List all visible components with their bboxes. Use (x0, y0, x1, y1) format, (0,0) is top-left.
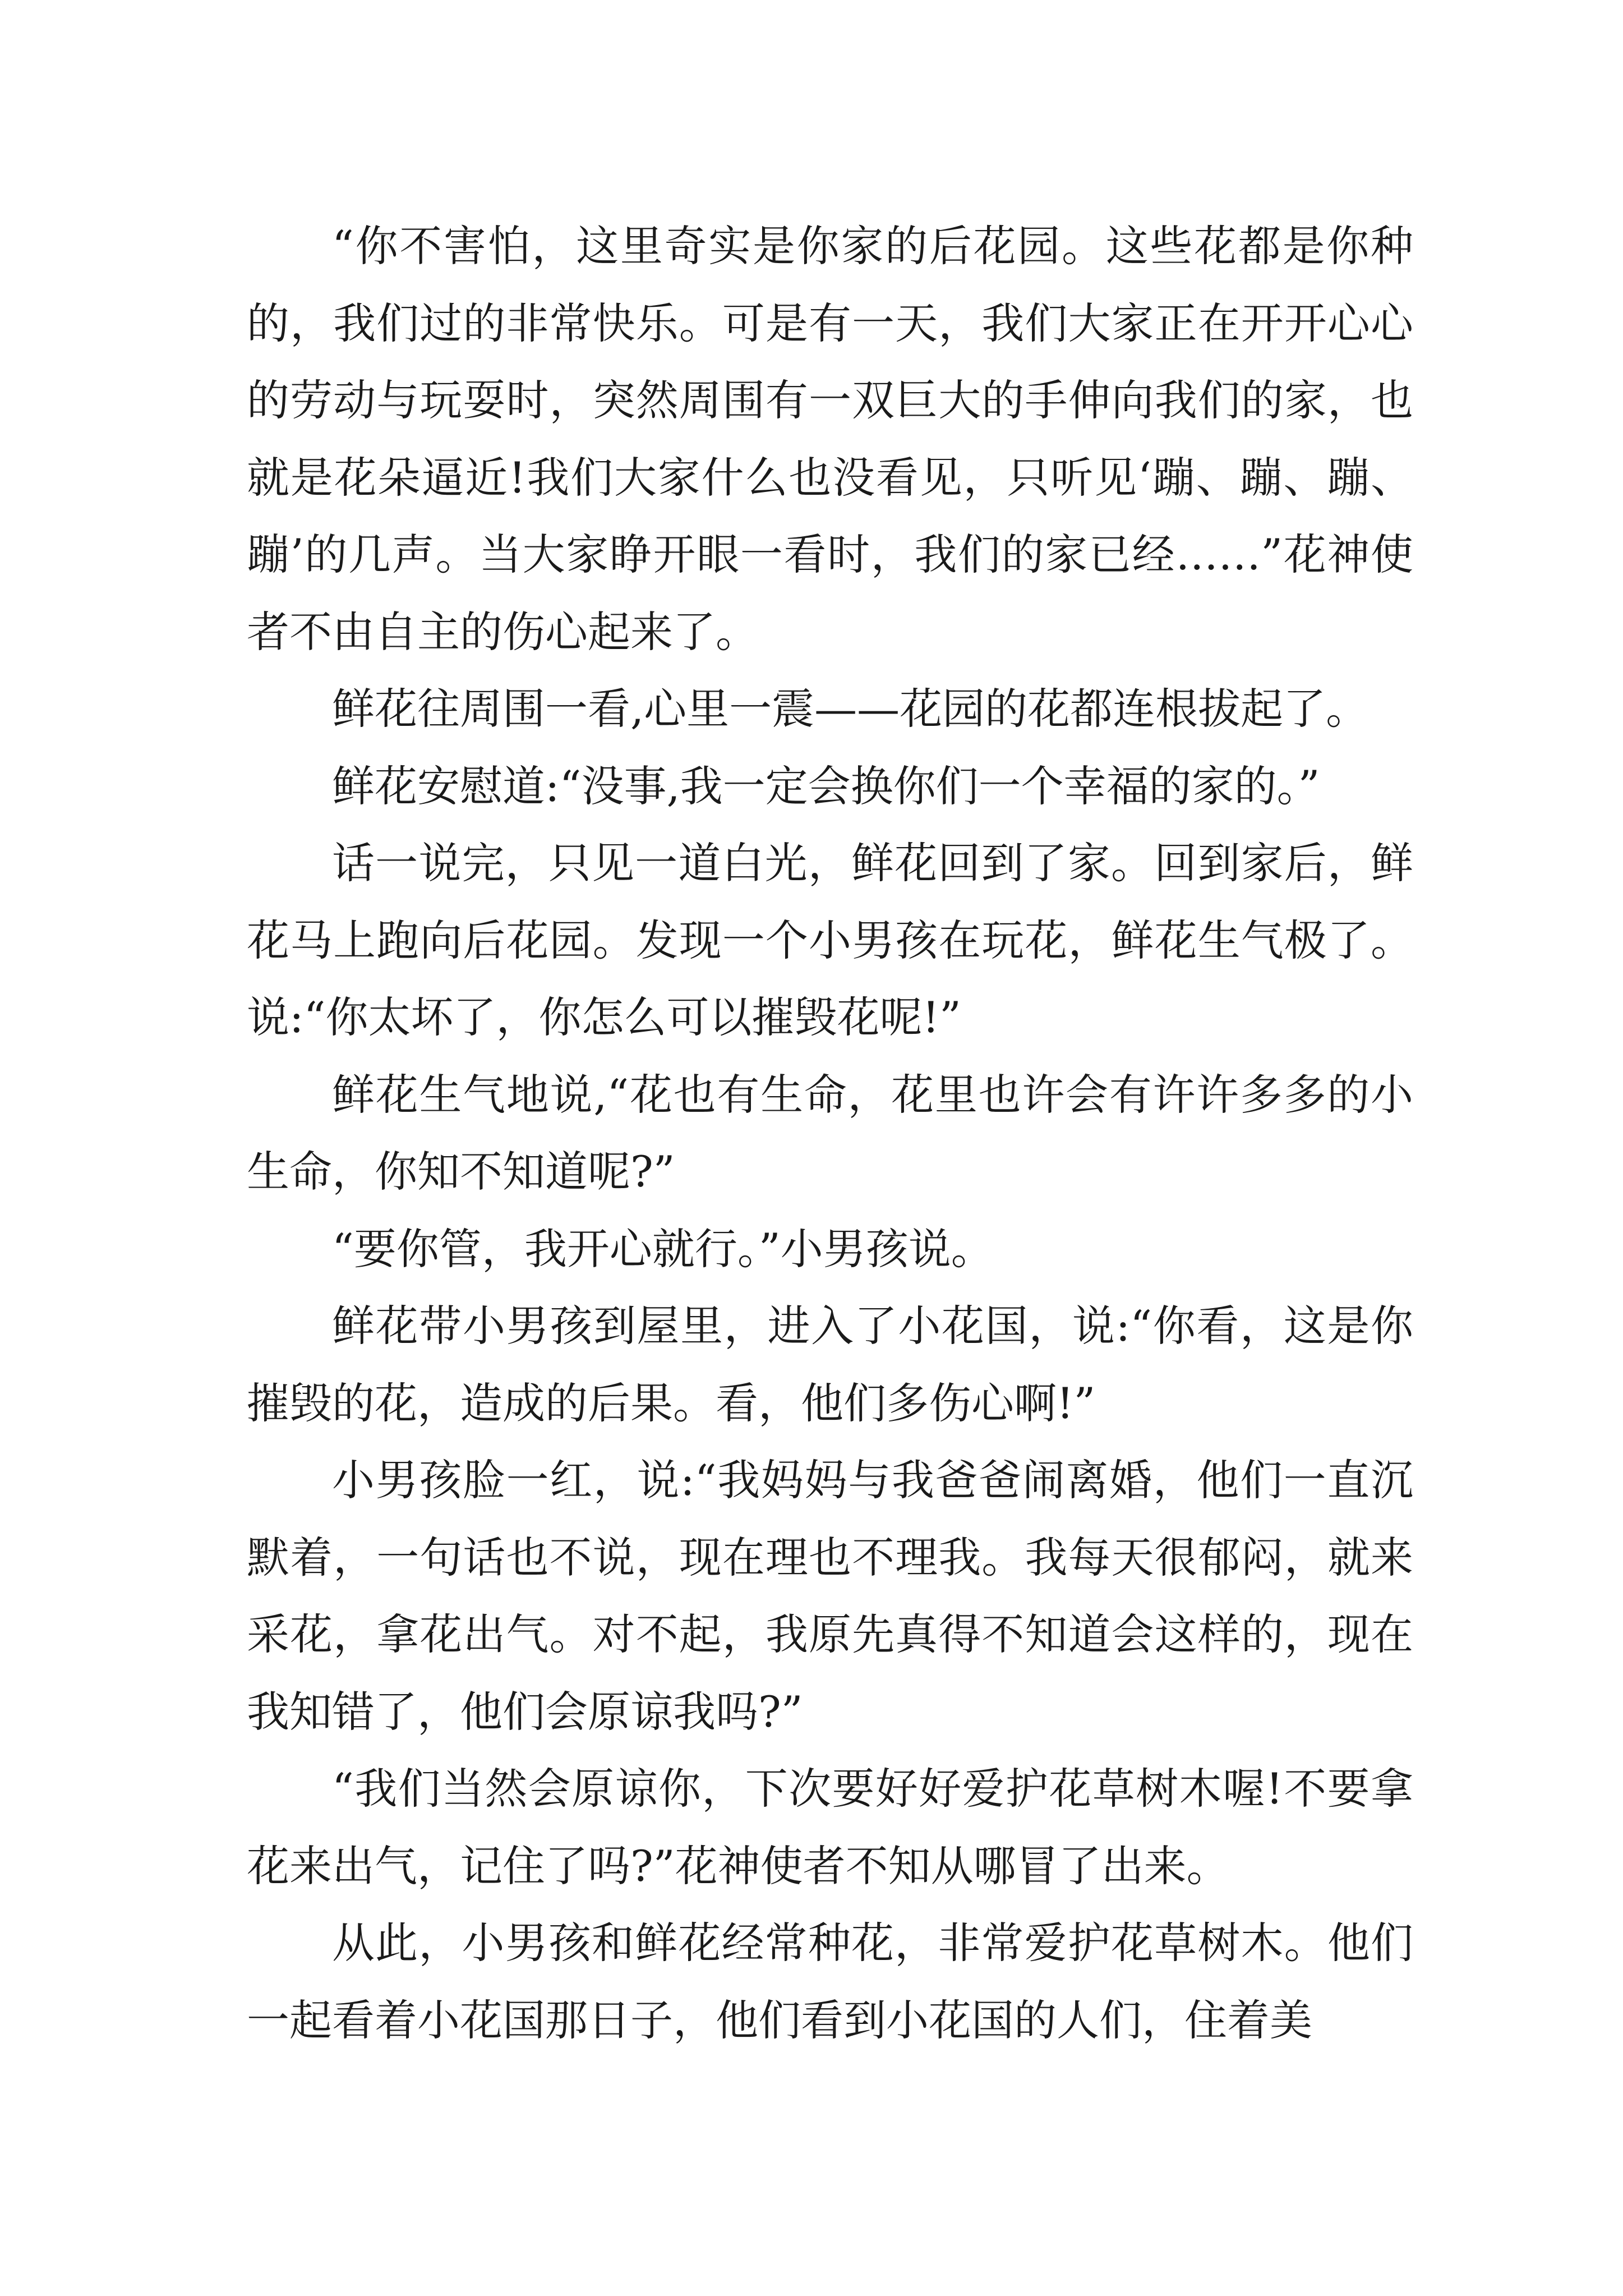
paragraph: “要你管，我开心就行。”小男孩说。 (332, 1223, 994, 1274)
paragraph: 小男孩脸一红，说:“我妈妈与我爸爸闹离婚，他们一直沉默着，一句话也不说，现在理也不理我。我每天很郁闷，就来采花，拿花出气。对不起，我原先真得不知道会这样的，现在我知错了，他们会原谅我吗?” (247, 1455, 1413, 1737)
document-body (247, 208, 1413, 2059)
paragraph: 鲜花带小男孩到屋里，进入了小花国，说:“你看，这是你摧毁的花，造成的后果。看，他们多伤心啊!” (247, 1301, 1413, 1428)
paragraph: 话一说完，只见一道白光，鲜花回到了家。回到家后，鲜花马上跑向后花园。发现一个小男孩在玩花，鲜花生气极了。说:“你太坏了，你怎么可以摧毁花呢!” (247, 838, 1413, 1042)
paragraph: 鲜花生气地说,“花也有生命，花里也许会有许许多多的小生命，你知不知道呢?” (247, 1069, 1413, 1197)
paragraph: 从此，小男孩和鲜花经常种花，非常爱护花草树木。他们一起看着小花国那日子，他们看到小花国的人们，住着美 (247, 1918, 1413, 2045)
paragraph: “你不害怕，这里奇实是你家的后花园。这些花都是你种的，我们过的非常快乐。可是有一天，我们大家正在开开心心的劳动与玩耍时，突然周围有一双巨大的手伸向我们的家，也就是花朵逼近!我们大家什么也没看见，只听见‘蹦、蹦、蹦、蹦’的几声。当大家睁开眼一看时，我们的家已经……”花神使者不由自主的伤心起来了。 (247, 221, 1413, 657)
paragraph: 鲜花往周围一看,心里一震——花园的花都连根拔起了。 (332, 684, 1369, 734)
paragraph: 鲜花安慰道:“没事,我一定会换你们一个幸福的家的。” (332, 761, 1320, 811)
paragraph: “我们当然会原谅你，下次要好好爱护花草树木喔!不要拿花来出气，记住了吗?”花神使者不知从哪冒了出来。 (247, 1764, 1413, 1891)
